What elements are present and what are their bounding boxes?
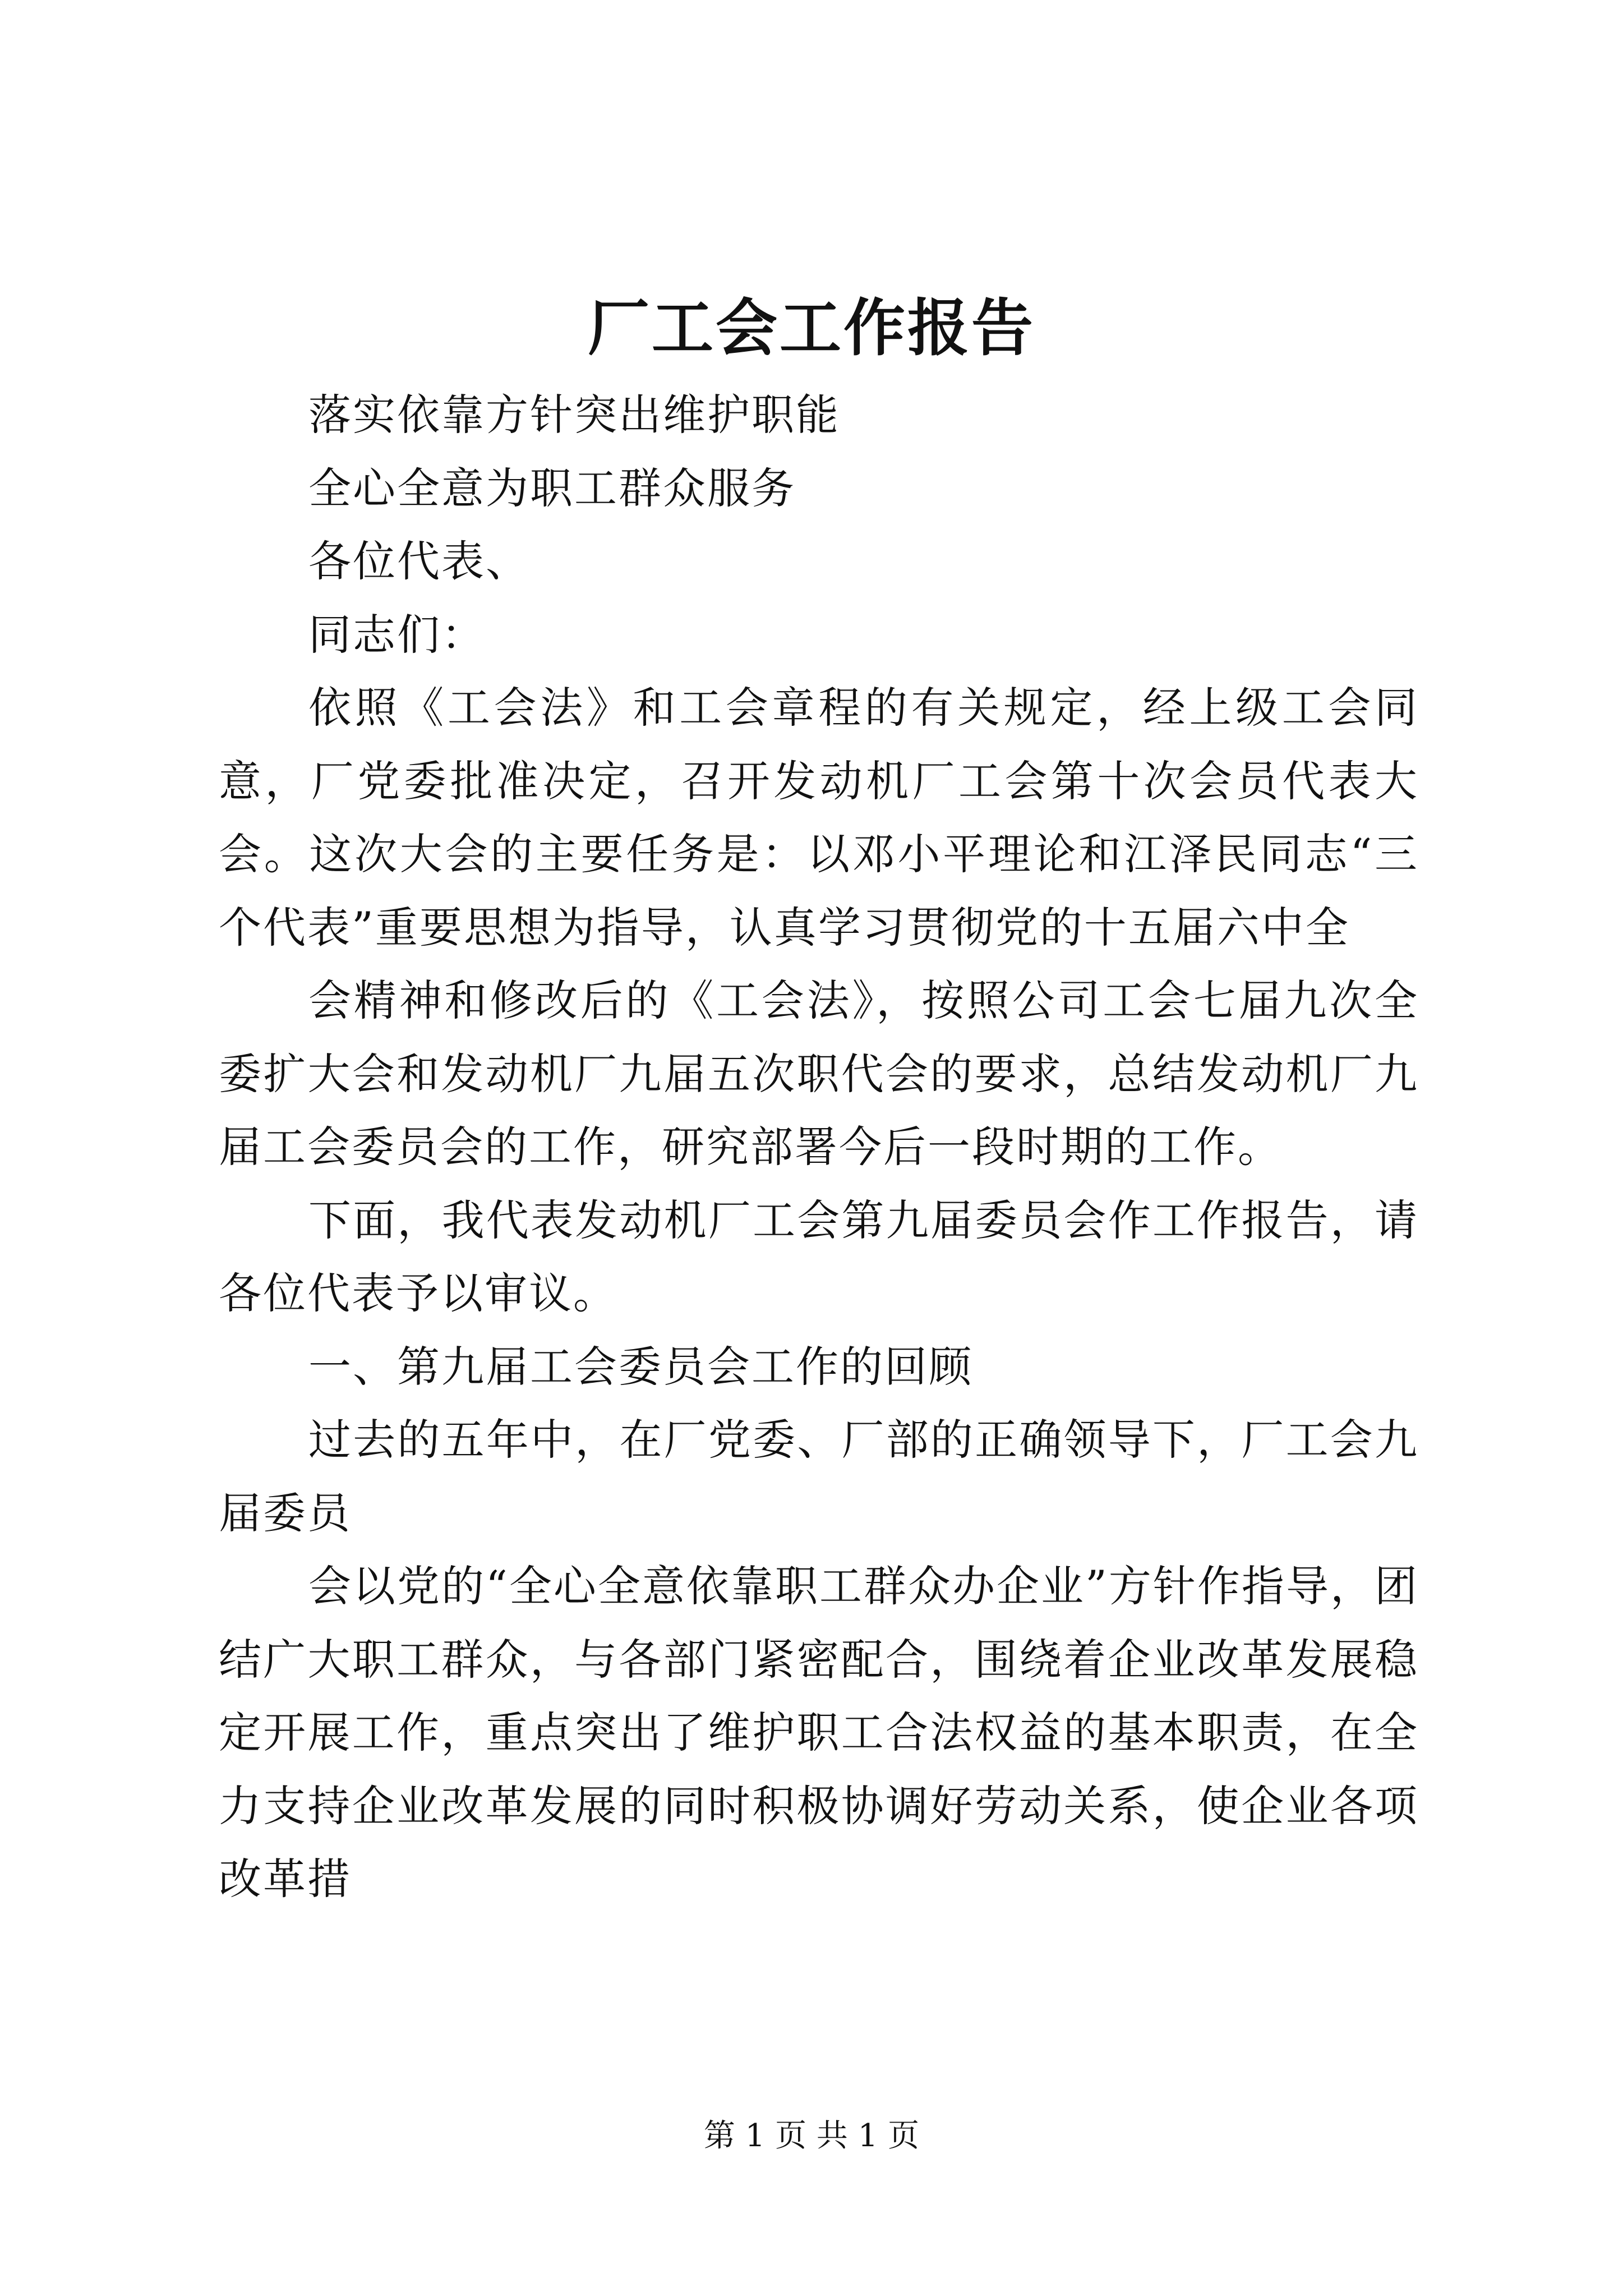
section-heading-review: 一、第九届工会委员会工作的回顾 — [308, 1341, 973, 1392]
paragraph-intro: 依照《工会法》和工会章程的有关规定，经上级工会同意，厂党委批准决定，召开发动机厂工会第十次会员代表大会。这次大会的主要任务是：以邓小平理论和江泽民同志“三个代表”重要思想为指导，认真学习贯彻党的十五届六中全 — [219, 683, 1419, 953]
paragraph-subtitle-2: 全心全意为职工群众服务 — [308, 463, 796, 513]
paragraph-salutation-2: 同志们： — [308, 609, 486, 660]
paragraph-meeting-tasks: 会精神和修改后的《工会法》，按照公司工会七届九次全委扩大会和发动机厂九届五次职代会的要求，总结发动机厂九届工会委员会的工作，研究部署今后一段时期的工作。 — [219, 976, 1419, 1172]
document-body — [219, 379, 1419, 1916]
document-title: 厂工会工作报告 — [588, 292, 1035, 364]
paragraph-review-intro: 过去的五年中，在厂党委、厂部的正确领导下，厂工会九届委员 — [219, 1415, 1419, 1538]
paragraph-salutation-1: 各位代表、 — [308, 536, 530, 586]
paragraph-subtitle-1: 落实依靠方针突出维护职能 — [308, 390, 840, 440]
page-footer: 第 1 页 共 1 页 — [703, 2118, 920, 2154]
paragraph-review-body: 会以党的“全心全意依靠职工群众办企业”方针作指导，团结广大职工群众，与各部门紧密配合，围绕着企业改革发展稳定开展工作，重点突出了维护职工合法权益的基本职责，在全力支持企业改革发展的同时积极协调好劳动关系，使企业各项改革措 — [219, 1561, 1419, 1904]
paragraph-report-statement: 下面，我代表发动机厂工会第九届委员会作工作报告，请各位代表予以审议。 — [219, 1195, 1419, 1318]
